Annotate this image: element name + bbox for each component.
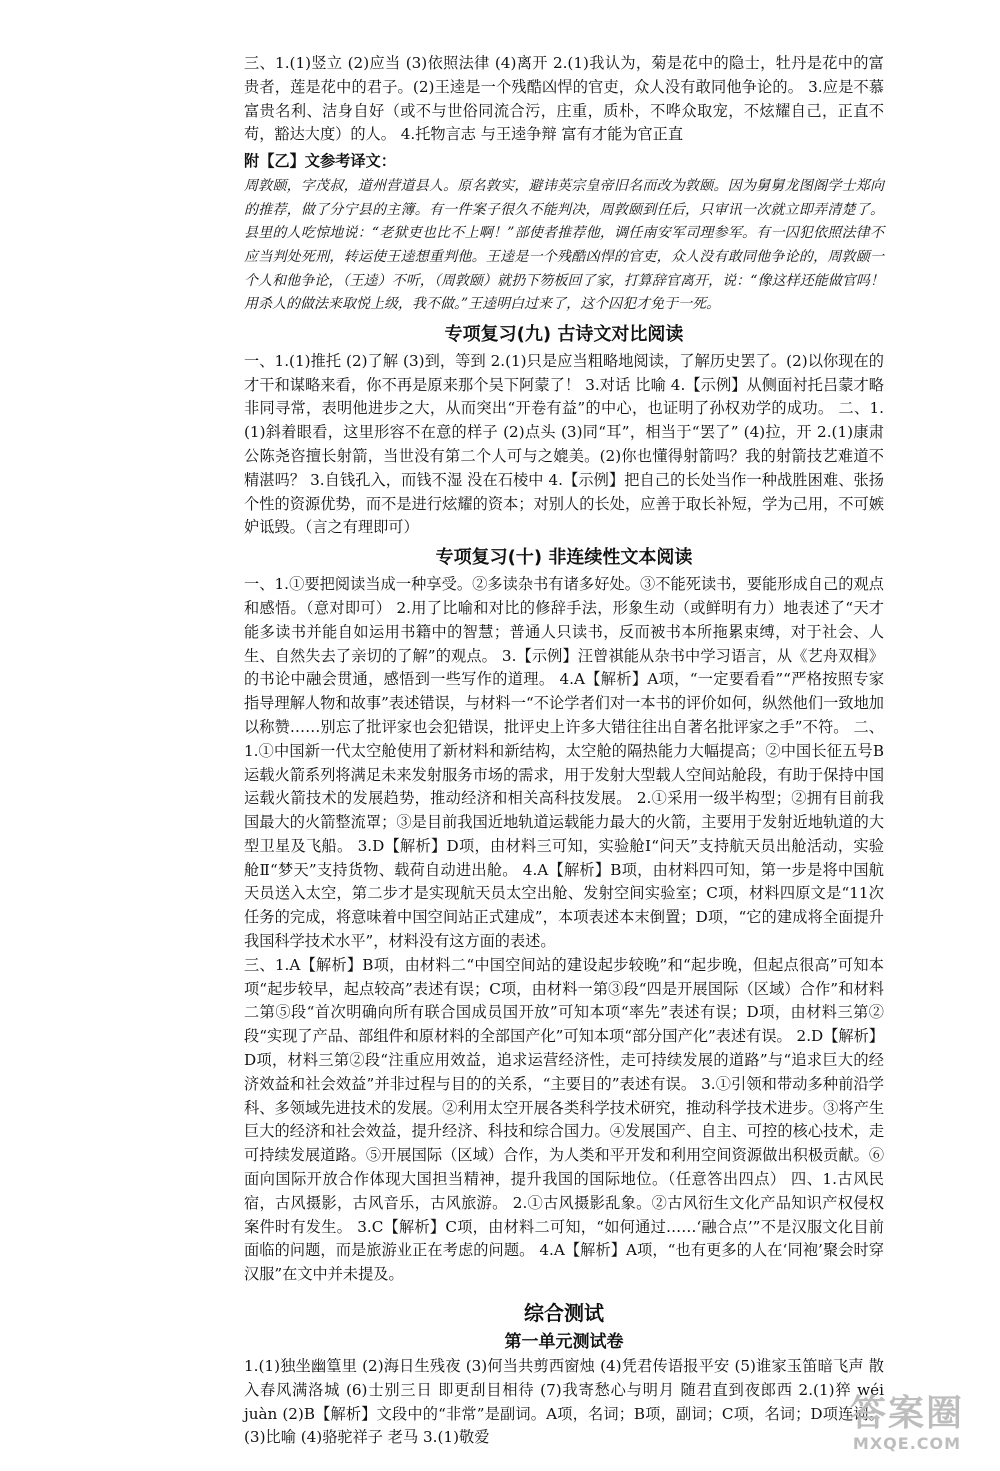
answer-page <box>244 52 884 1450</box>
section9-title: 专项复习(九) 古诗文对比阅读 <box>444 323 684 345</box>
section10-answers-part3: 三、1.A【解析】B项，由材料二“中国空间站的建设起步较晚”和“起步晚，但起点很高”可知本项“起步较早，起点较高”表述有误；C项，由材料一第③段“四是开展国际（区域）合作”和材料二第⑤段“首次明确向所有联合国成员国开放”可知本项“率先”表述有误；D项，由材料三第②段“实现了产品、部组件和原材料的全部国产化”可知本项“部分国产化”表述有误。 2.D【解析】D项，材料三第②段“注重应用效益，追求运营经济性，走可持续发展的道路”与“追求巨大的经济效益和社会效益”并非过程与目的的关系，“主要目的”表述有误。 3.①引领和带动多种前沿学科、多领域先进技术的发展。②利用太空开展各类科学技术研究，推动科学技术进步。③将产生巨大的经济和社会效益，提升经济、科技和综合国力。④发展国产、自主、可控的核心技术，走可持续发展道路。⑤开展国际（区域）合作，为人类和平开发和利用空间资源做出积极贡献。⑥面向国际开放合作体现大国担当精神，提升我国的国际地位。（任意答出四点） 四、1.古风民宿，古风摄影，古风音乐，古风旅游。 2.①古风摄影乱象。②古风衍生文化产品知识产权侵权案件时有发生。 3.C【解析】C项，由材料二可知，“如何通过……‘融合点’”不是汉服文化目前面临的问题，而是旅游业正在考虑的问题。 4.A【解析】A项，“也有更多的人在‘同袍’聚会时穿汉服”在文中并未提及。 <box>244 955 884 1284</box>
unit1-test-title: 第一单元测试卷 <box>504 1332 624 1353</box>
section10-title: 专项复习(十) 非连续性文本阅读 <box>435 547 693 569</box>
watermark-url: MXQE.COM <box>852 1434 962 1453</box>
translation-label: 附【乙】文参考译文： <box>244 152 396 171</box>
unit1-answers: 1.(1)独坐幽篁里 (2)海日生残夜 (3)何当共剪西窗烛 (4)凭君传语报平安 (5)谁家玉笛暗飞声 散入春风满洛城 (6)士别三日 即更刮目相待 (7)我寄愁心与明月 随君直到夜郎西 2.(1)猝 wéi juàn (2)B【解析】文段中的“非常”是副词。A项，名词；B项，副词；C项，名词；D项连词。(3)比喻 (4)骆驼祥子 老马 3.(1)敬爱 <box>244 1357 884 1447</box>
translation-text: 周敦颐，字茂叔，道州营道县人。原名敦实，避讳英宗皇帝旧名而改为敦颐。因为舅舅龙图阁学士郑向的推荐，做了分宁县的主簿。有一件案子很久不能判决，周敦颐到任后，只审讯一次就立即弄清楚了。县里的人吃惊地说：“老狱吏也比不上啊！”部使者推荐他，调任南安军司理参军。有一囚犯依照法律不应当判处死刑，转运使王逵想重判他。王逵是一个残酷凶悍的官吏，众人没有敢同他争论的，周敦颐一个人和他争论，（王逵）不听，（周敦颐）就扔下笏板回了家，打算辞官离开，说：“像这样还能做官吗！用杀人的做法来取悦上级，我不做。”王逵明白过来了，这个囚犯才免于一死。 <box>244 178 884 313</box>
section-prev-answers: 三、1.(1)竖立 (2)应当 (3)依照法律 (4)离开 2.(1)我认为，菊是花中的隐士，牡丹是花中的富贵者，莲是花中的君子。(2)王逵是一个残酷凶悍的官吏，众人没有敢同他争论的。 3.应是不慕富贵名利、洁身自好（或不与世俗同流合污，庄重，质朴，不哗众取宠，不炫耀自己，正直不苟，豁达大度）的人。 4.托物言志 与王逵争辩 富有才能为官正直 <box>244 54 884 144</box>
site-watermark <box>832 1393 982 1459</box>
section9-answers: 一、1.(1)推托 (2)了解 (3)到，等到 2.(1)只是应当粗略地阅读，了解历史罢了。(2)以你现在的才干和谋略来看，你不再是原来那个吴下阿蒙了！ 3.对话 比喻 4.【示例】从侧面衬托吕蒙才略非同寻常，表明他进步之大，从而突出“开卷有益”的中心，也证明了孙权劝学的成功。 二、1.(1)斜着眼看，这里形容不在意的样子 (2)点头 (3)同“耳”，相当于“罢了” (4)拉，开 2.(1)康肃公陈尧咨擅长射箭，当世没有第二个人可与之媲美。(2)你也懂得射箭吗？我的射箭技艺难道不精湛吗？ 3.自钱孔入，而钱不湿 没在石棱中 4.【示例】把自己的长处当作一种战胜困难、张扬个性的资源优势，而不是进行炫耀的资本；对别人的长处，应善于取长补短，学为己用，不可嫉妒诋毁。（言之有理即可） <box>244 351 884 537</box>
watermark-logo: 答案圈 <box>849 1393 964 1434</box>
section10-answers: 一、1.①要把阅读当成一种享受。②多读杂书有诸多好处。③不能死读书，要能形成自己的观点和感悟。（意对即可） 2.用了比喻和对比的修辞手法，形象生动（或鲜明有力）地表述了“天才能多读书并能自如运用书籍中的智慧；普通人只读书，反而被书本所拖累束缚，对于社会、人生、自然失去了亲切的了解”的观点。 3.【示例】汪曾祺能从杂书中学习语言，从《艺舟双楫》的书论中融会贯通，感悟到一些写作的道理。 4.A【解析】A项，“一定要看看”“严格按照专家指导理解人物和故事”表述错误，与材料一“不论学者们对一本书的评价如何，纵然他们一致地加以称赞……别忘了批评家也会犯错误，批评史上许多大错往往出自著名批评家之手”不符。 二、1.①中国新一代太空舱使用了新材料和新结构，太空舱的隔热能力大幅提高；②中国长征五号B运载火箭系列将满足未来发射服务市场的需求，用于发射大型载人空间站舱段，有助于保持中国运载火箭技术的发展趋势，推动经济和相关高科技发展。 2.①采用一级半构型；②拥有目前我国最大的火箭整流罩；③是目前我国近地轨道运载能力最大的火箭，主要用于发射近地轨道的大型卫星及飞船。 3.D【解析】D项，由材料三可知，实验舱Ⅰ“问天”支持航天员出舱活动，实验舱Ⅱ“梦天”支持货物、载荷自动进出舱。 4.A【解析】B项，由材料四可知，第一步是将中国航天员送入太空，第二步才是实现航天员太空出舱、发射空间实验室；C项，材料四原文是“11次任务的完成，将意味着中国空间站正式建成”，本项表述本末倒置；D项，“它的建成将全面提升我国科学技术水平”，材料没有这方面的表述。 <box>244 575 884 951</box>
comprehensive-title: 综合测试 <box>524 1301 604 1326</box>
